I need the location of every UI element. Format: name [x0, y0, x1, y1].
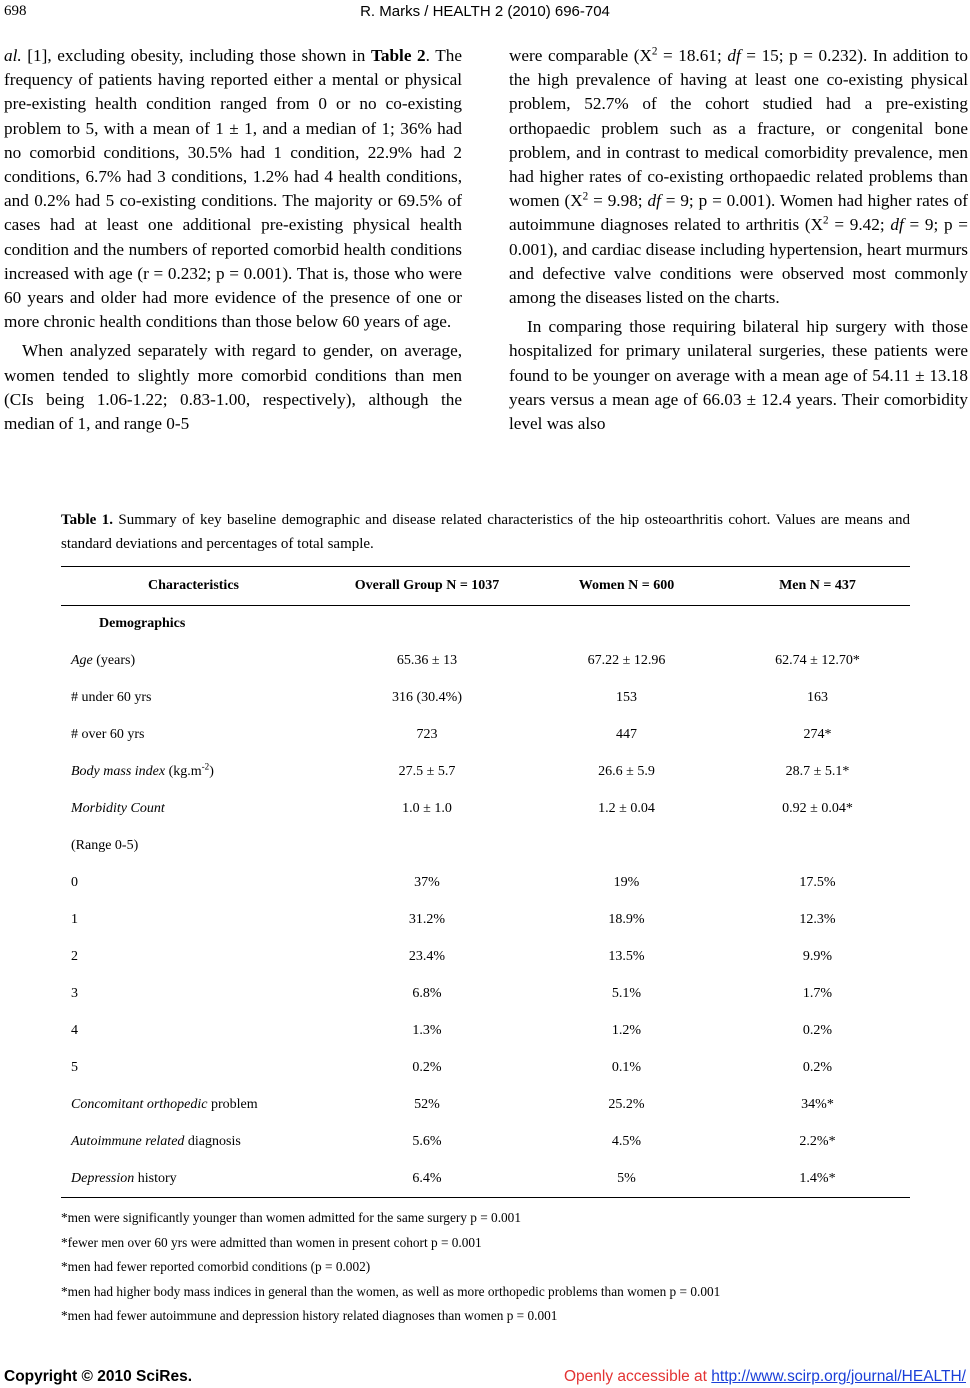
characteristics-table — [61, 566, 910, 1198]
cell-women: 5.1% — [611, 986, 642, 1001]
cell-men: 1.4%* — [725, 1161, 910, 1198]
cell-overall: 1.0 ± 1.0 — [402, 801, 452, 816]
footnote: *men had fewer autoimmune and depression history related diagnoses than women p = 0.001 — [61, 1308, 558, 1323]
group-row-demographics: Demographics — [99, 616, 186, 632]
row-label: 1 — [71, 912, 78, 927]
row-label: 3 — [71, 986, 78, 1001]
cell-women: 25.2% — [608, 1097, 645, 1112]
cell-women: 26.6 ± 5.9 — [598, 764, 655, 779]
cell-women: 447 — [616, 727, 637, 742]
cell-men: 163 — [807, 690, 828, 705]
row-label: # under 60 yrs — [71, 690, 152, 705]
row-label: 0 — [71, 875, 78, 890]
cell-women: 18.9% — [608, 912, 645, 927]
right-column — [509, 44, 968, 436]
cell-overall: 37% — [414, 875, 440, 890]
row-label: Body mass index $(kg.m^{-2})$ — [71, 761, 214, 779]
cell-men: 9.9% — [802, 949, 833, 964]
cell-women: 67.22 ± 12.96 — [587, 653, 666, 668]
col-header-characteristics: Characteristics — [61, 567, 326, 606]
cell-men: 17.5% — [799, 875, 836, 890]
cell-women: 1.2% — [611, 1023, 642, 1038]
table-row — [61, 976, 910, 1013]
table-caption: Table 1. Summary of key baseline demographic and disease related characteristics of the hip osteoarthritis cohort. Values are means and standard deviations and percentages of total sample. — [61, 512, 911, 552]
cell-women: 153 — [616, 690, 637, 705]
table-header-row — [61, 567, 910, 606]
table-row — [61, 902, 910, 939]
row-label: (Range 0-5) — [71, 838, 139, 853]
cell-men: 62.74 ± 12.70* — [775, 653, 860, 668]
col-header-men: Men N = 437 — [725, 567, 910, 606]
table-row — [61, 1013, 910, 1050]
row-label: Depression history — [61, 1161, 326, 1198]
footnote: *fewer men over 60 yrs were admitted than women in present cohort p = 0.001 — [61, 1234, 482, 1250]
col-header-overall: Overall Group N = 1037 — [326, 567, 528, 606]
cell-overall: 31.2% — [408, 912, 446, 927]
right-paragraph-1: were comparable ($X^2 = 18.61$; df = 15; p = 0.232). In addition to the high prevalence of having at least one co-existing physical problem, 52.7% of the cohort studied had a pre-existing orthopaedic problem such as a fracture, or congenital bone problem, and in contrast to medical comorbidity prevalence, men had higher rates of co-existing orthopaedic related problems than women ($X^2 = 9.98$; df = 9; p = 0.001). Women had higher rates of autoimmune diagnoses related to arthritis ($X^2 = 9.42$; df = 9; p = 0.001), and cardiac disease including hypertension, heart murmurs and defective valve conditions were observed most commonly among the diseases listed on the charts. — [509, 45, 969, 308]
table-row — [61, 643, 910, 680]
cell-women: 4.5% — [611, 1134, 642, 1149]
footnote: *men were significantly younger than women admitted for the same surgery p = 0.001 — [61, 1210, 521, 1225]
cell-men: 2.2%* — [799, 1134, 836, 1149]
cell-women: 19% — [613, 875, 640, 890]
cell-overall: 27.5 ± 5.7 — [398, 764, 456, 779]
cell-women: 1.2 ± 0.04 — [598, 801, 655, 816]
left-paragraph-2: When analyzed separately with regard to gender, on average, women tended to slightly more comorbid conditions than men (CIs being 1.06-1.22; 0.83-1.00, respectively), although the median of 1, and range 0-5 — [4, 341, 462, 434]
cell-overall: 52% — [414, 1097, 440, 1112]
row-label: 2 — [71, 949, 78, 964]
cell-men: 1.7% — [802, 986, 833, 1001]
cell-men: 34%* — [801, 1097, 834, 1112]
table-2-reference: Table 2 — [371, 46, 426, 65]
row-label: Concomitant orthopedic problem — [71, 1097, 258, 1112]
row-label: Age (years) — [71, 653, 136, 668]
left-column — [4, 44, 462, 436]
cell-women: 0.1% — [611, 1060, 642, 1075]
cell-overall: 5.6% — [412, 1134, 442, 1149]
table-row — [61, 717, 910, 754]
row-label: Morbidity Count — [71, 801, 165, 816]
cell-men: 0.2% — [802, 1060, 833, 1075]
cell-women — [528, 828, 725, 865]
cell-overall: 6.4% — [326, 1161, 528, 1198]
cell-women: 13.5% — [608, 949, 645, 964]
row-label: # over 60 yrs — [71, 727, 145, 742]
table-row — [61, 754, 910, 791]
open-access-note: Openly accessible at http://www.scirp.org/journal/HEALTH/ — [563, 1368, 966, 1385]
right-paragraph-2: In comparing those requiring bilateral hip surgery with those hospitalized for primary unilateral surgeries, these patients were found to be younger on average with a mean age of 54.11 ± 13.18 years versus a mean age of 66.03 ± 12.4 years. Their comorbidity level was also — [509, 317, 968, 434]
cell-overall: 723 — [416, 727, 438, 742]
copyright: Copyright © 2010 SciRes. — [4, 1368, 193, 1385]
footnote: *men had higher body mass indices in general than the women, as well as more orthopedic problems than women p = 0.001 — [61, 1283, 721, 1299]
table-row — [61, 1124, 910, 1161]
col-header-women: Women N = 600 — [528, 567, 725, 606]
table-row — [61, 828, 910, 865]
cell-overall: 316 (30.4%) — [392, 690, 462, 705]
table-row — [61, 680, 910, 717]
cell-overall: 23.4% — [408, 949, 446, 964]
row-label: Autoimmune related diagnosis — [71, 1134, 241, 1149]
journal-link[interactable]: http://www.scirp.org/journal/HEALTH/ — [711, 1368, 966, 1385]
table-row — [61, 791, 910, 828]
running-title: R. Marks / HEALTH 2 (2010) 696-704 — [360, 3, 610, 20]
table-row — [61, 1087, 910, 1124]
cell-overall — [326, 828, 528, 865]
table-row — [61, 939, 910, 976]
row-label: 4 — [71, 1023, 78, 1038]
cell-overall: 1.3% — [412, 1023, 442, 1038]
table-row — [61, 1161, 910, 1198]
cell-men: 0.92 ± 0.04* — [782, 801, 853, 816]
cell-men: 12.3% — [799, 912, 836, 927]
cell-men: 0.2% — [802, 1023, 833, 1038]
cell-women: 5% — [528, 1161, 725, 1198]
footnote: *men had fewer reported comorbid conditions (p = 0.002) — [61, 1259, 371, 1274]
cell-overall: 0.2% — [412, 1060, 442, 1075]
cell-overall: 65.36 ± 13 — [396, 653, 458, 668]
left-paragraph-1: al. [1], excluding obesity, including those shown in Table 2. The frequency of patients having reported either a mental or physical pre-existing health condition ranged from 0 or no co-existing problem to 5, with a mean of 1 ± 1, and a median of 1; 36% had no comorbid conditions, 30.5% had 1 condition, 22.9% had 2 conditions, 6.7% had 3 conditions, 1.2% had 4 health conditions, and 0.2% had 5 co-existing conditions. The majority or 69.5% of cases had at least one additional pre-existing physical health condition and the numbers of reported comorbid health conditions increased with age (r = 0.232; p = 0.001). That is, those who were 60 years and older had more evidence of the presence of one or more chronic health conditions than those below 60 years of age. — [4, 46, 462, 332]
table-row — [61, 865, 910, 902]
row-label: 5 — [71, 1060, 78, 1075]
cell-overall: 6.8% — [412, 986, 442, 1001]
page-number: 698 — [4, 3, 27, 19]
cell-men: 28.7 ± 5.1* — [785, 764, 850, 779]
table-footnotes — [61, 1206, 720, 1329]
cell-men: 274* — [803, 727, 832, 742]
table-row — [61, 1050, 910, 1087]
cell-men — [725, 828, 910, 865]
